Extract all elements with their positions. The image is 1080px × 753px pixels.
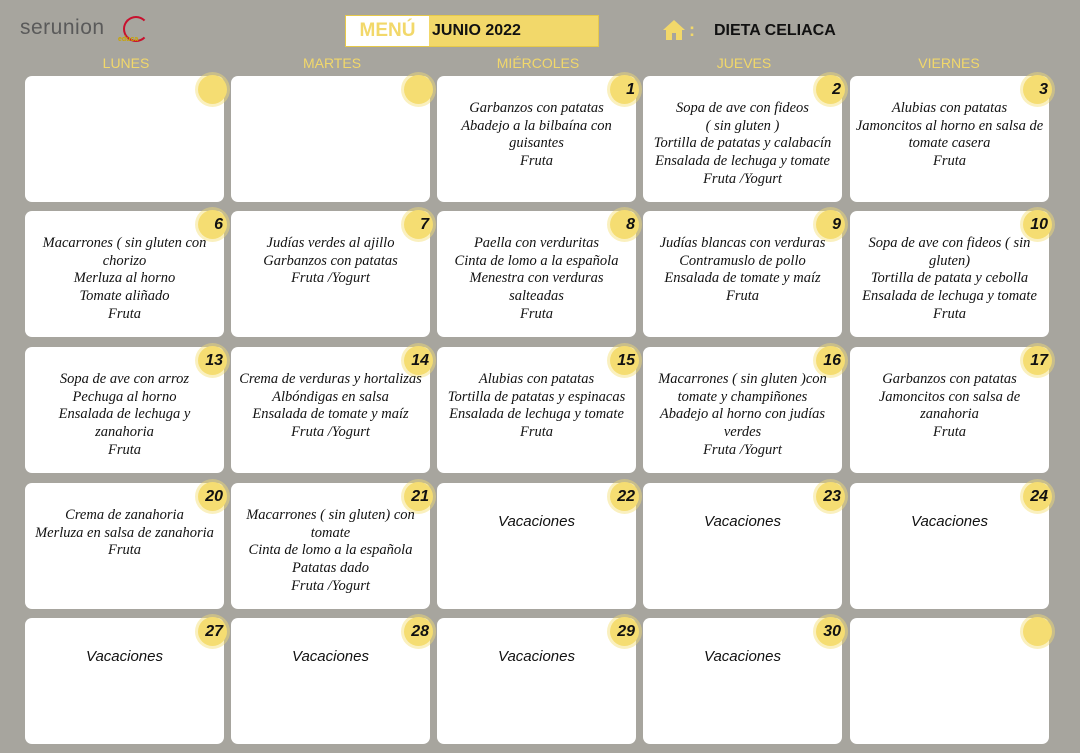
day-number: 20	[205, 488, 223, 505]
day-number: 9	[832, 216, 841, 233]
menu-text: Alubias con patatas Tortilla de patatas y espinacas Ensalada de lechuga y tomate Fruta	[447, 371, 626, 441]
day-number: 10	[1030, 216, 1048, 233]
day-cell	[643, 347, 842, 473]
day-number: 21	[411, 488, 429, 505]
menu-text: Judías blancas con verduras Contramuslo de pollo Ensalada de tomate y maíz Fruta	[659, 235, 826, 305]
vacation-label: Vacaciones	[704, 648, 781, 665]
menu-month: JUNIO 2022	[432, 22, 521, 39]
day-cell	[437, 618, 636, 744]
day-cell	[437, 483, 636, 609]
day-cell	[25, 618, 224, 744]
menu-text: Sopa de ave con fideos ( sin gluten) Tortilla de patata y cebolla Ensalada de lechuga y tomate Fruta	[862, 235, 1037, 322]
day-cell	[25, 483, 224, 609]
menu-text: Paella con verduritas Cinta de lomo a la española Menestra con verduras salteadas Fruta	[454, 235, 619, 322]
day-header-lunes: LUNES	[102, 55, 150, 71]
home-colon: :	[689, 19, 695, 40]
menu-text: Macarrones ( sin gluten) con tomate Cinta de lomo a la española Patatas dado Fruta /Yogurt	[246, 507, 415, 594]
logo-text: serunion	[20, 16, 105, 39]
day-number: 16	[823, 352, 841, 369]
day-number: 30	[823, 623, 841, 640]
menu-text: Alubias con patatas Jamoncitos al horno en salsa de tomate casera Fruta	[855, 100, 1044, 170]
day-number: 29	[617, 623, 635, 640]
menu-text: Garbanzos con patatas Jamoncitos con salsa de zanahoria Fruta	[878, 371, 1021, 441]
day-cell	[437, 347, 636, 473]
day-cell	[231, 483, 430, 609]
day-cell	[231, 347, 430, 473]
menu-text: Macarrones ( sin gluten )con tomate y champiñones Abadejo al horno con judías verdes Fruta /Yogurt	[658, 371, 827, 458]
vacation-label: Vacaciones	[911, 513, 988, 530]
day-number: 27	[205, 623, 223, 640]
menu-text: Macarrones ( sin gluten con chorizo Merluza al horno Tomate aliñado Fruta	[42, 235, 207, 322]
day-number: 8	[626, 216, 635, 233]
day-number: 2	[832, 81, 841, 98]
day-number: 1	[626, 81, 635, 98]
logo-sub: educa	[118, 36, 139, 43]
day-number: 23	[823, 488, 841, 505]
home-indicator	[662, 16, 696, 44]
day-cell	[850, 347, 1049, 473]
day-number: 3	[1039, 81, 1048, 98]
menu-text: Sopa de ave con fideos ( sin gluten ) Tortilla de patatas y calabacín Ensalada de lechuga y tomate Fruta /Yogurt	[653, 100, 832, 187]
home-icon	[662, 18, 686, 42]
day-number: 24	[1030, 488, 1048, 505]
day-cell	[231, 618, 430, 744]
diet-title: DIETA CELIACA	[714, 22, 836, 39]
day-number: 22	[617, 488, 635, 505]
day-number: 14	[411, 352, 429, 369]
day-cell	[437, 76, 636, 202]
day-cell	[850, 211, 1049, 337]
day-number: 7	[420, 216, 429, 233]
menu-title-box	[345, 15, 599, 47]
day-cell	[850, 76, 1049, 202]
day-header-miercoles: MIÉRCOLES	[496, 55, 580, 71]
menu-text: Crema de zanahoria Merluza en salsa de zanahoria Fruta	[35, 507, 214, 559]
day-cell	[850, 618, 1049, 744]
day-cell	[643, 211, 842, 337]
day-number: 15	[617, 352, 635, 369]
day-cell	[643, 76, 842, 202]
day-cell	[643, 483, 842, 609]
day-cell	[437, 211, 636, 337]
vacation-label: Vacaciones	[86, 648, 163, 665]
day-number: 17	[1030, 352, 1048, 369]
vacation-label: Vacaciones	[292, 648, 369, 665]
day-badge	[404, 75, 433, 104]
menu-label: MENÚ	[346, 16, 429, 46]
day-number: 13	[205, 352, 223, 369]
day-cell	[25, 211, 224, 337]
menu-text: Judías verdes al ajillo Garbanzos con patatas Fruta /Yogurt	[263, 235, 398, 287]
vacation-label: Vacaciones	[498, 648, 575, 665]
day-badge	[1023, 617, 1052, 646]
day-header-martes: MARTES	[302, 55, 362, 71]
vacation-label: Vacaciones	[498, 513, 575, 530]
day-cell	[25, 76, 224, 202]
menu-text: Crema de verduras y hortalizas Albóndigas en salsa Ensalada de tomate y maíz Fruta /Yogurt	[239, 371, 422, 441]
day-number: 28	[411, 623, 429, 640]
day-cell	[643, 618, 842, 744]
menu-text: Sopa de ave con arroz Pechuga al horno Ensalada de lechuga y zanahoria Fruta	[58, 371, 191, 458]
day-header-jueves: JUEVES	[716, 55, 772, 71]
day-cell	[850, 483, 1049, 609]
day-cell	[231, 76, 430, 202]
day-cell	[231, 211, 430, 337]
vacation-label: Vacaciones	[704, 513, 781, 530]
day-badge	[198, 75, 227, 104]
day-header-viernes: VIERNES	[918, 55, 980, 71]
day-cell	[25, 347, 224, 473]
menu-text: Garbanzos con patatas Abadejo a la bilbaína con guisantes Fruta	[461, 100, 612, 170]
day-number: 6	[214, 216, 223, 233]
